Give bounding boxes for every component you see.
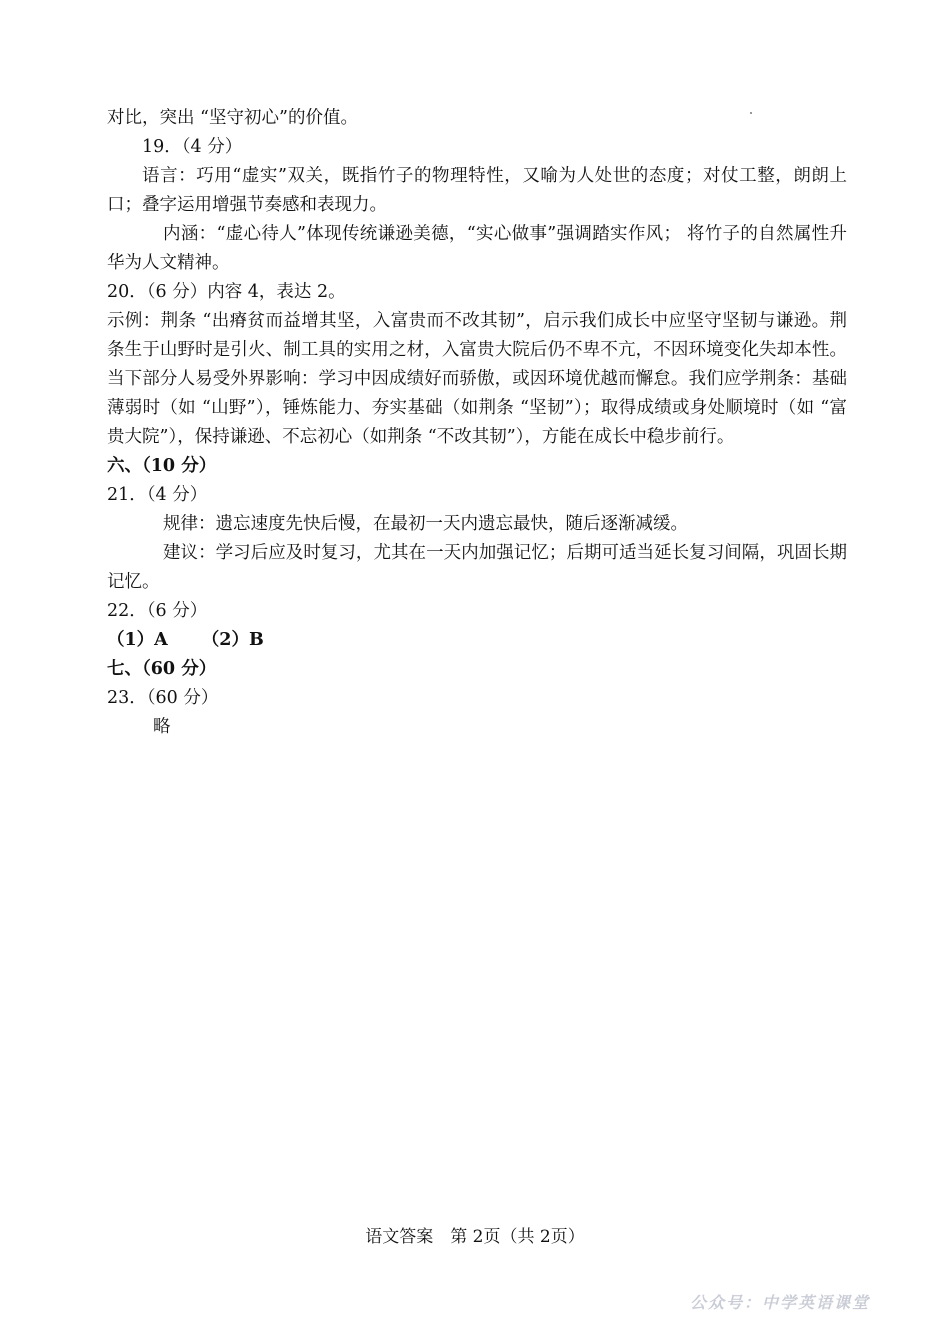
q20-example: 示例：荆条 “出瘠贫而益增其坚，入富贵而不改其韧”，启示我们成长中应坚守坚韧与谦逊。荆条生于山野时是引火、制工具的实用之材，入富贵大院后仍不卑不亢，不因环境变化失却本性。当下部分人易受外界影响：学习中因成绩好而骄傲，或因环境优越而懈怠。我们应学荆条：基础薄弱时（如 “山野”），锤炼能力、夯实基础（如荆条 “坚韧”）；取得成绩或身处顺境时（如 “富贵大院”），保持谦逊、不忘初心（如荆条 “不改其韧”），方能在成长中稳步前行。 xyxy=(107,311,847,447)
q23-answer: 略 xyxy=(153,717,171,737)
q20-heading: 20．（6 分）内容 4，表达 2。 xyxy=(107,282,346,302)
page-footer: 语文答案 第 2页（共 2页） xyxy=(365,1227,585,1247)
q19-meaning: 内涵：“虚心待人”体现传统谦逊美德，“实心做事”强调踏实作风； 将竹子的自然属性升华为人文精神。 xyxy=(107,224,847,273)
q21-rule: 规律：遗忘速度先快后慢，在最初一天内遗忘最快，随后逐渐减缓。 xyxy=(163,514,688,534)
answer-content xyxy=(107,104,847,742)
q22-answers xyxy=(107,626,847,655)
q21-heading: 21．（4 分） xyxy=(107,485,208,505)
q19-heading: 19．（4 分） xyxy=(142,137,243,157)
watermark: 公众号：中学英语课堂 xyxy=(689,1293,870,1312)
section-seven-heading: 七、（60 分） xyxy=(107,659,217,679)
q21-advice: 建议：学习后应及时复习，尤其在一天内加强记忆；后期可适当延长复习间隔，巩固长期记忆。 xyxy=(107,543,847,592)
q22-answer-2: （2）B xyxy=(201,630,264,650)
q23-heading: 23．（60 分） xyxy=(107,688,219,708)
q19-language: 语言：巧用“虚实”双关，既指竹子的物理特性，又喻为人处世的态度；对仗工整，朗朗上口；叠字运用增强节奏感和表现力。 xyxy=(107,166,847,215)
q22-heading: 22．（6 分） xyxy=(107,601,208,621)
line-contrast: 对比，突出 “坚守初心”的价值。 xyxy=(107,108,358,128)
section-six-heading: 六、（10 分） xyxy=(107,456,217,476)
q22-answer-1: （1）A xyxy=(107,630,168,650)
